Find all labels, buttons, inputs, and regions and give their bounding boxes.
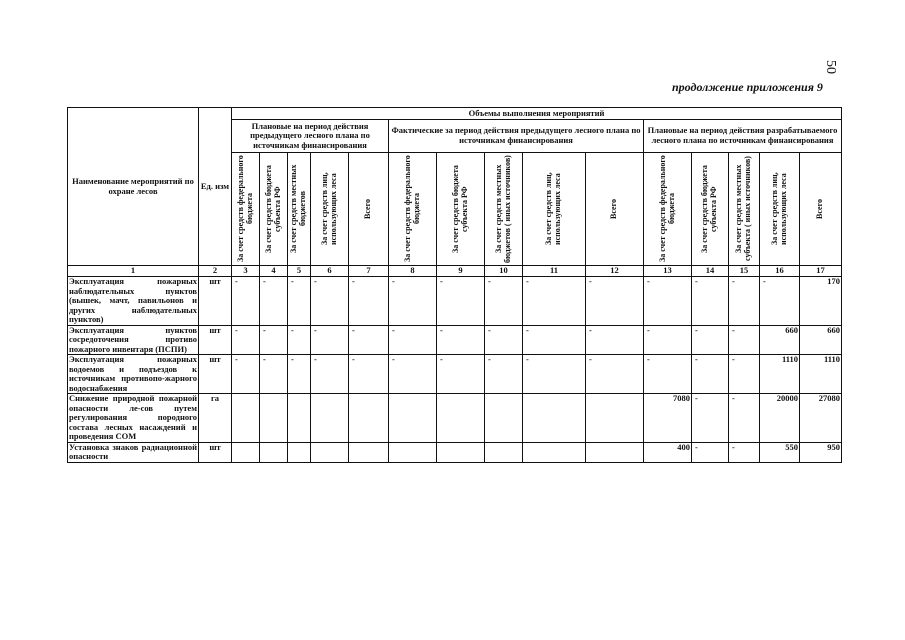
column-number: 5 (288, 266, 311, 277)
value-cell: - (232, 277, 260, 326)
measure-name: Эксплуатация пожарных наблюдательных пунктов (вышек, мачт, павильонов и других наблюдательных пунктов) (69, 276, 197, 325)
value-cell: - (729, 325, 760, 355)
value-cell: - (288, 277, 311, 326)
value-cell: - (729, 394, 760, 443)
value-cell (232, 442, 260, 462)
header-subcol (523, 153, 586, 266)
value-cell: - (586, 355, 644, 394)
value-cell: 950 (800, 442, 842, 462)
measure-name: Снижение природной пожарной опасности ле-сов путем регулирования породного состава лесных насаждений и проведения СОМ (69, 393, 197, 442)
value-cell (349, 442, 389, 462)
page-number: 50 (823, 60, 838, 74)
column-number: 1 (68, 266, 199, 277)
value-cell: - (729, 355, 760, 394)
value-cell: - (692, 277, 729, 326)
header-subcol-label: Всего (609, 199, 619, 219)
value-cell: - (523, 355, 586, 394)
value-cell: - (311, 277, 349, 326)
value-cell (311, 442, 349, 462)
value-cell: 1110 (760, 355, 800, 394)
value-cell (260, 442, 288, 462)
value-cell: - (232, 355, 260, 394)
value-cell: - (644, 277, 692, 326)
header-subcol-label: За счет средств федерального бюджета (657, 155, 676, 263)
header-subcol-label: За счет средств федерального бюджета (235, 155, 254, 263)
value-cell: - (692, 355, 729, 394)
measures-table (67, 107, 842, 463)
value-cell (288, 442, 311, 462)
header-subcol-label: За счет средств бюджета субъекта РФ (263, 165, 282, 253)
header-subcol (437, 153, 485, 266)
header-subcol (232, 153, 260, 266)
value-cell (232, 394, 260, 443)
value-cell: - (389, 325, 437, 355)
measure-unit: шт (199, 277, 232, 326)
value-cell: - (437, 355, 485, 394)
header-subcol (389, 153, 437, 266)
value-cell: - (437, 277, 485, 326)
header-subcol-label: За счет средств бюджета субъекта РФ (450, 165, 469, 253)
continuation-caption: продолжение приложения 9 (672, 80, 823, 94)
column-number: 4 (260, 266, 288, 277)
column-number: 6 (311, 266, 349, 277)
value-cell (288, 394, 311, 443)
value-cell: 400 (644, 442, 692, 462)
header-subcol (349, 153, 389, 266)
value-cell (437, 394, 485, 443)
value-cell: - (485, 277, 523, 326)
value-cell: - (349, 277, 389, 326)
measure-name: Эксплуатация пунктов сосредоточения противо пожарного инвентаря (ПСПИ) (69, 325, 197, 354)
column-number: 11 (523, 266, 586, 277)
value-cell (389, 442, 437, 462)
table-row (68, 394, 842, 443)
column-number: 3 (232, 266, 260, 277)
value-cell (260, 394, 288, 443)
value-cell: 660 (800, 325, 842, 355)
column-number: 10 (485, 266, 523, 277)
value-cell: - (485, 355, 523, 394)
value-cell (485, 442, 523, 462)
value-cell: - (729, 442, 760, 462)
column-number: 15 (729, 266, 760, 277)
value-cell (523, 442, 586, 462)
column-number: 12 (586, 266, 644, 277)
value-cell: - (389, 355, 437, 394)
value-cell (523, 394, 586, 443)
value-cell: - (485, 325, 523, 355)
value-cell: - (437, 325, 485, 355)
header-unit: Ед. изм (199, 108, 232, 266)
header-name: Наименование мероприятий по охране лесов (68, 108, 199, 266)
column-number: 13 (644, 266, 692, 277)
value-cell: 20000 (760, 394, 800, 443)
header-subcol (586, 153, 644, 266)
header-subcol (800, 153, 842, 266)
header-group-planned-new: Плановые на период действия разрабатываемого лесного плана по источникам финансирования (644, 120, 842, 153)
header-volumes: Объемы выполнения мероприятий (232, 108, 842, 120)
value-cell: - (586, 325, 644, 355)
value-cell (311, 394, 349, 443)
header-subcol-label: За счет средств федерального бюджета (402, 155, 421, 263)
column-number: 17 (800, 266, 842, 277)
header-subcol-label: За счет средств бюджета субъекта РФ (700, 165, 718, 253)
measure-unit: шт (199, 442, 232, 462)
header-subcol (644, 153, 692, 266)
value-cell: 27080 (800, 394, 842, 443)
value-cell: - (349, 325, 389, 355)
header-subcol-label: За счет средств местных бюджетов ( иных источников) (493, 155, 512, 263)
value-cell: 660 (760, 325, 800, 355)
header-subcol (260, 153, 288, 266)
value-cell: - (311, 325, 349, 355)
column-number: 2 (199, 266, 232, 277)
value-cell: - (760, 277, 800, 326)
measure-unit: шт (199, 325, 232, 355)
value-cell: - (260, 325, 288, 355)
table-row (68, 442, 842, 462)
measure-name: Установка знаков радиационной опасности (69, 442, 197, 462)
header-subcol-label: Всего (815, 199, 825, 219)
header-subcol-label: За счет средств местных субъекта ( иных источников) (734, 156, 752, 262)
column-number: 16 (760, 266, 800, 277)
value-cell: - (729, 277, 760, 326)
value-cell (349, 394, 389, 443)
header-subcol-label: За счет средств лиц, использующих леса (769, 172, 788, 246)
value-cell: - (692, 442, 729, 462)
header-subcol (729, 153, 760, 266)
value-cell: - (311, 355, 349, 394)
value-cell: - (260, 277, 288, 326)
header-subcol (311, 153, 349, 266)
measure-unit: га (199, 394, 232, 443)
value-cell: 7080 (644, 394, 692, 443)
value-cell: - (288, 325, 311, 355)
value-cell (485, 394, 523, 443)
value-cell: - (232, 325, 260, 355)
value-cell: 550 (760, 442, 800, 462)
header-subcol (760, 153, 800, 266)
header-subcol-label: За счет средств лиц, использующих леса (319, 172, 338, 246)
header-group-planned-previous: Плановые на период действия предыдущего лесного плана по источникам финансирования (232, 120, 389, 153)
column-number: 14 (692, 266, 729, 277)
value-cell: - (586, 277, 644, 326)
value-cell: - (644, 355, 692, 394)
value-cell (437, 442, 485, 462)
value-cell (586, 442, 644, 462)
value-cell: - (288, 355, 311, 394)
value-cell: - (349, 355, 389, 394)
table-row (68, 277, 842, 326)
value-cell: - (523, 277, 586, 326)
header-subcol-label: За счет средств местных бюджетов (289, 164, 307, 254)
header-subcol (288, 153, 311, 266)
value-cell: - (523, 325, 586, 355)
header-subcol-label: Всего (363, 199, 373, 219)
value-cell: - (692, 394, 729, 443)
measure-unit: шт (199, 355, 232, 394)
table-row (68, 355, 842, 394)
measure-name: Эксплуатация пожарных водоемов и подъездов к источникам противопо-жарного водоснабжения (69, 354, 197, 393)
header-subcol (692, 153, 729, 266)
column-number: 8 (389, 266, 437, 277)
value-cell (389, 394, 437, 443)
value-cell: 1110 (800, 355, 842, 394)
value-cell: 170 (800, 277, 842, 326)
value-cell: - (644, 325, 692, 355)
header-subcol-label: За счет средств лиц, использующих леса (544, 172, 562, 246)
value-cell (586, 394, 644, 443)
value-cell: - (260, 355, 288, 394)
column-number: 9 (437, 266, 485, 277)
value-cell: - (389, 277, 437, 326)
table-row (68, 325, 842, 355)
header-subcol (485, 153, 523, 266)
header-group-actual-previous: Фактические за период действия предыдущего лесного плана по источникам финансирования (389, 120, 644, 153)
value-cell: - (692, 325, 729, 355)
column-number: 7 (349, 266, 389, 277)
